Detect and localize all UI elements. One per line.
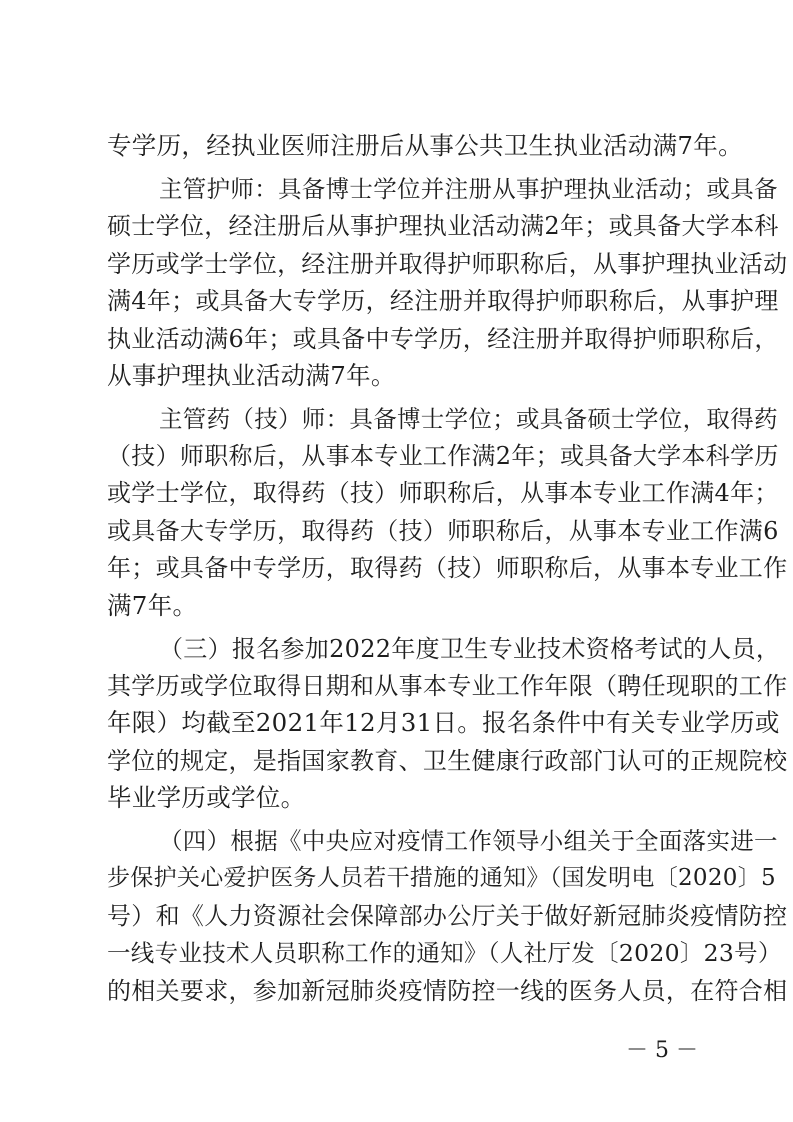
text-line: 满7年。 xyxy=(107,591,198,620)
text-line: 步保护关心爱护医务人员若干措施的通知》（国发明电〔2020〕5 xyxy=(107,865,776,891)
text-line: 执业活动满6年；或具备中专学历，经注册并取得护师职称后， xyxy=(107,325,779,353)
text-line: 从事护理执业活动满7年。 xyxy=(107,361,396,390)
text-line: 或具备大专学历，取得药（技）师职称后，从事本专业工作满6 xyxy=(107,517,779,545)
text-line: 毕业学历或学位。 xyxy=(107,783,306,812)
text-line: （三）报名参加2022年度卫生专业技术资格考试的人员， xyxy=(159,635,781,663)
text-line: 专学历，经执业医师注册后从事公共卫生执业活动满7年。 xyxy=(107,131,743,160)
text-line: 满4年；或具备大专学历，经注册并取得护师职称后，从事护理 xyxy=(107,287,779,315)
text-line: 硕士学位，经注册后从事护理执业活动满2年；或具备大学本科 xyxy=(107,212,779,240)
text-line: 学位的规定，是指国家教育、卫生健康行政部门认可的正规院校 xyxy=(107,747,788,775)
text-line: 主管药（技）师：具备博士学位；或具备硕士学位，取得药 xyxy=(159,405,778,433)
text-line: （四）根据《中央应对疫情工作领导小组关于全面落实进一 xyxy=(159,827,778,855)
text-line: 年；或具备中专学历，取得药（技）师职称后，从事本专业工作 xyxy=(107,554,788,582)
text-line: （技）师职称后，从事本专业工作满2年；或具备大学本科学历 xyxy=(107,442,779,470)
text-line: 学历或学士学位，经注册并取得护师职称后，从事护理执业活动 xyxy=(107,250,788,278)
text-line: 号）和《人力资源社会保障部办公厅关于做好新冠肺炎疫情防控 xyxy=(107,902,788,930)
text-line: 或学士学位，取得药（技）师职称后，从事本专业工作满4年； xyxy=(107,479,779,507)
text-line: 年限）均截至2021年12月31日。报名条件中有关专业学历或 xyxy=(107,708,780,737)
text-line: 其学历或学位取得日期和从事本专业工作年限（聘任现职的工作 xyxy=(107,672,788,700)
text-line: 的相关要求，参加新冠肺炎疫情防控一线的医务人员，在符合相 xyxy=(107,977,788,1005)
text-line: 主管护师：具备博士学位并注册从事护理执业活动；或具备 xyxy=(159,175,778,203)
text-line: 一线专业技术人员职称工作的通知》（人社厅发〔2020〕23号） xyxy=(107,939,782,967)
page-number: － 5 － xyxy=(626,1038,698,1063)
